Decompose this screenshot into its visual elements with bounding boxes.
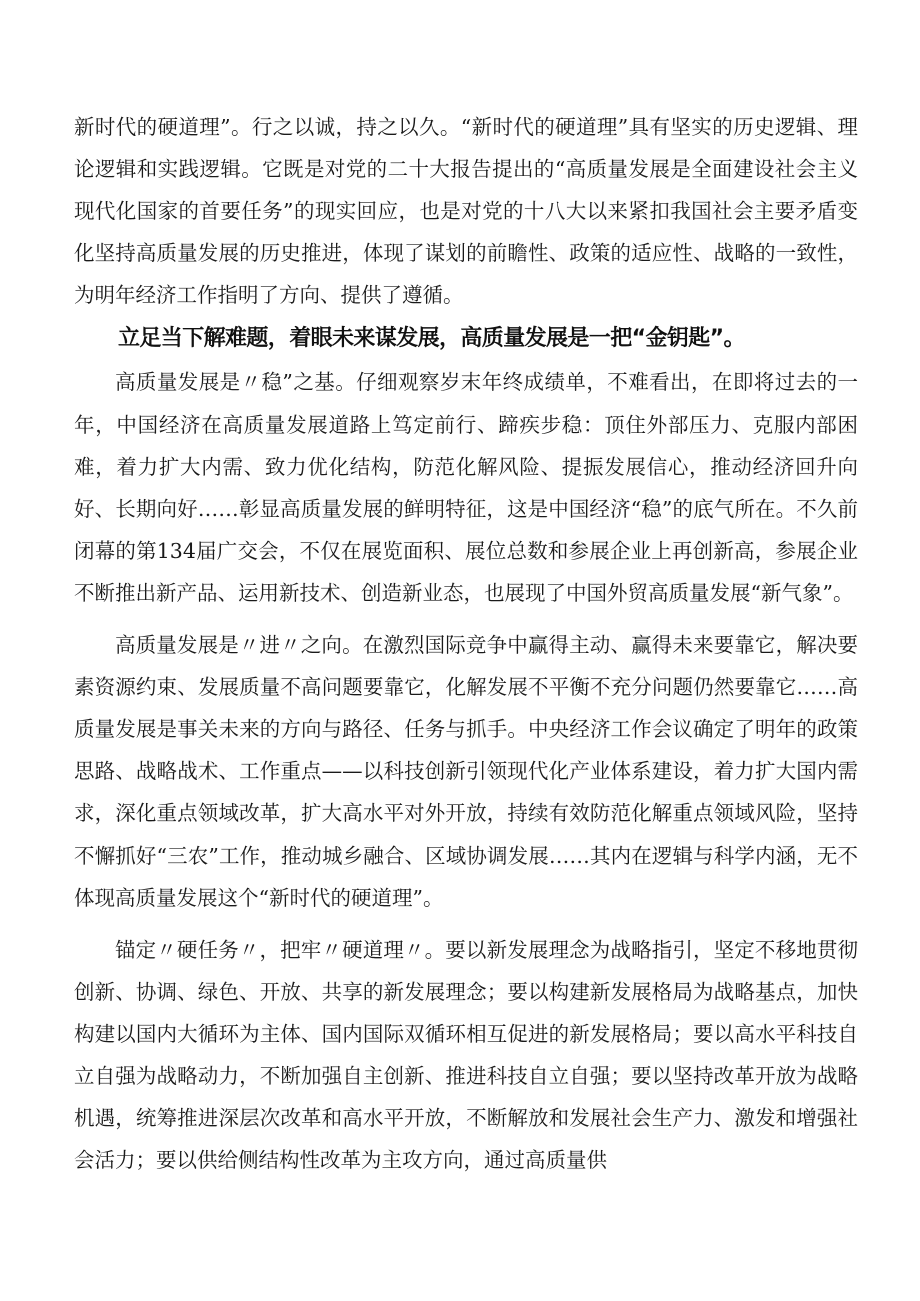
- progress-paragraph: 高质量发展是〃进〃之向。在激烈国际竞争中赢得主动、赢得未来要靠它，解决要素资源约束、发展质量不高问题要靠它，化解发展不平衡不充分问题仍然要靠它……高质量发展是事关未来的方向与路径、任务与抓手。中央经济工作会议确定了明年的政策思路、战略战术、工作重点——以科技创新引领现代化产业体系建设，着力扩大国内需求，深化重点领域改革，扩大高水平对外开放，持续有效防范化解重点领域风险，坚持不懈抓好“三农”工作，推动城乡融合、区域协调发展……其内在逻辑与科学内涵，无不体现高质量发展这个“新时代的硬道理”。: [74, 633, 858, 910]
- anchor-paragraph: 锚定〃硬任务〃，把牢〃硬道理〃。要以新发展理念为战略指引，坚定不移地贯彻创新、协调、绿色、开放、共享的新发展理念；要以构建新发展格局为战略基点，加快构建以国内大循环为主体、国内国际双循环相互促进的新发展格局；要以高水平科技自立自强为战略动力，不断加强自主创新、推进科技自立自强；要以坚持改革开放为战略机遇，统筹推进深层次改革和高水平开放，不断解放和发展社会生产力、激发和增强社会活力；要以供给侧结构性改革为主攻方向，通过高质量供: [74, 937, 858, 1173]
- stable-paragraph: 高质量发展是〃稳”之基。仔细观察岁末年终成绩单，不难看出，在即将过去的一年，中国经济在高质量发展道路上笃定前行、蹄疾步稳：顶住外部压力、克服内部困难，着力扩大内需、致力优化结构，防范化解风险、提振发展信心，推动经济回升向好、长期向好……彰显高质量发展的鲜明特征，这是中国经济“稳”的底气所在。不久前闭幕的第134届广交会，不仅在展览面积、展位总数和参展企业上再创新高，参展企业不断推出新产品、运用新技术、创造新业态，也展现了中国外贸高质量发展“新气象”。: [74, 370, 858, 605]
- intro-paragraph: 新时代的硬道理”。行之以诚，持之以久。“新时代的硬道理”具有坚实的历史逻辑、理论逻辑和实践逻辑。它既是对党的二十大报告提出的“高质量发展是全面建设社会主义现代化国家的首要任务”的现实回应，也是对党的十八大以来紧扣我国社会主要矛盾变化坚持高质量发展的历史推进，体现了谋划的前瞻性、政策的适应性、战略的一致性，为明年经济工作指明了方向、提供了遵循。: [74, 115, 858, 308]
- document-body: [74, 106, 858, 1181]
- section-heading: 立足当下解难题，着眼未来谋发展，高质量发展是一把“金钥匙”。: [118, 326, 745, 352]
